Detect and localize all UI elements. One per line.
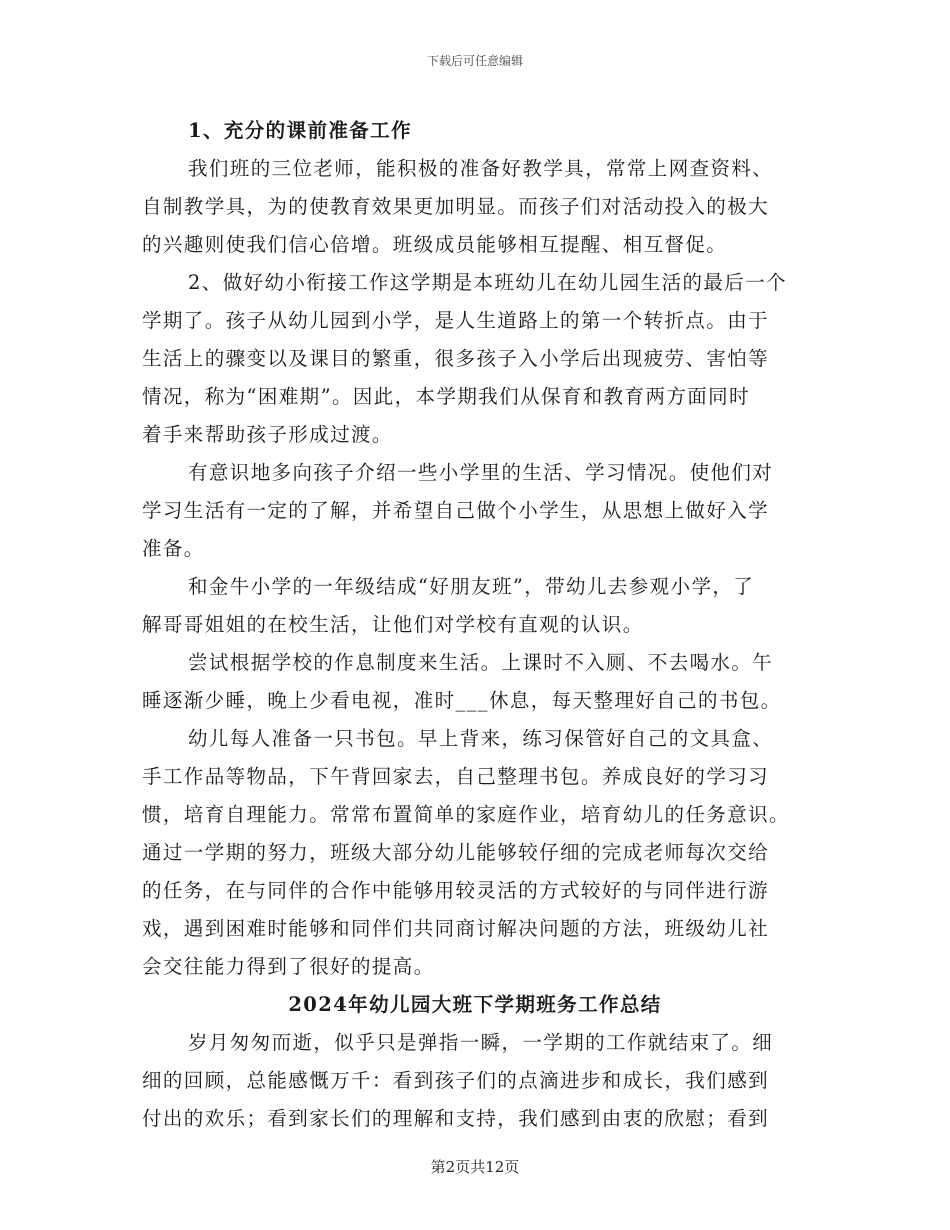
paragraph-line: 幼儿每人准备一只书包。早上背来，练习保管好自己的文具盒、 (188, 727, 774, 750)
paragraph-line: 我们班的三位老师，能积极的准备好教学具，常常上网查资料、 (188, 157, 774, 180)
paragraph-line: 岁月匆匆而逝，似乎只是弹指一瞬，一学期的工作就结束了。细 (188, 1031, 774, 1054)
paragraph-line: 学习生活有一定的了解，并希望自己做个小学生，从思想上做好入学 (142, 499, 770, 522)
paragraph-line: 手工作品等物品，下午背回家去，自己整理书包。养成良好的学习习 (142, 765, 770, 788)
paragraph-line: 睡逐渐少睡，晚上少看电视，准时___休息，每天整理好自己的书包。 (142, 689, 782, 712)
paragraph-line: 的任务，在与同伴的合作中能够用较灵活的方式较好的与同伴进行游 (142, 879, 770, 902)
paragraph-line: 通过一学期的努力，班级大部分幼儿能够较仔细的完成老师每次交给 (142, 841, 770, 864)
paragraph-line: 解哥哥姐姐的在校生活，让他们对学校有直观的认识。 (142, 613, 644, 636)
paragraph-line: 准备。 (142, 537, 205, 560)
section-heading: 1、充分的课前准备工作 (188, 119, 412, 142)
paragraph-line: 着手来帮助孩子形成过渡。 (142, 423, 393, 446)
page-footer: 第2页共12页 (430, 1158, 520, 1176)
paragraph-line: 2、做好幼小衔接工作这学期是本班幼儿在幼儿园生活的最后一个 (188, 271, 788, 294)
paragraph-line: 自制教学具，为的使教育效果更加明显。而孩子们对活动投入的极大 (142, 195, 770, 218)
paragraph-line: 情况，称为“困难期”。因此，本学期我们从保育和教育两方面同时 (142, 385, 750, 408)
paragraph-line: 戏，遇到困难时能够和同伴们共同商讨解决问题的方法，班级幼儿社 (142, 917, 770, 940)
paragraph-line: 学期了。孩子从幼儿园到小学，是人生道路上的第一个转折点。由于 (142, 309, 770, 332)
paragraph-line: 和金牛小学的一年级结成“好朋友班”，带幼儿去参观小学，了 (188, 575, 755, 598)
paragraph-line: 付出的欢乐；看到家长们的理解和支持，我们感到由衷的欣慰；看到 (142, 1107, 770, 1130)
page-header: 下载后可任意编辑 (426, 54, 523, 68)
paragraph-line: 细的回顾，总能感慨万千：看到孩子们的点滴进步和成长，我们感到 (142, 1069, 770, 1092)
paragraph-line: 有意识地多向孩子介绍一些小学里的生活、学习情况。使他们对 (188, 461, 774, 484)
paragraph-line: 的兴趣则使我们信心倍增。班级成员能够相互提醒、相互督促。 (142, 233, 728, 256)
document-body (142, 112, 808, 1138)
paragraph-line: 会交往能力得到了很好的提高。 (142, 955, 435, 978)
paragraph-line: 惯，培育自理能力。常常布置简单的家庭作业，培育幼儿的任务意识。 (142, 803, 790, 826)
paragraph-line: 尝试根据学校的作息制度来生活。上课时不入厕、不去喝水。午 (188, 651, 774, 674)
paragraph-line: 生活上的骤变以及课目的繁重，很多孩子入小学后出现疲劳、害怕等 (142, 347, 770, 370)
document-title: 2024年幼儿园大班下学期班务工作总结 (288, 993, 662, 1016)
